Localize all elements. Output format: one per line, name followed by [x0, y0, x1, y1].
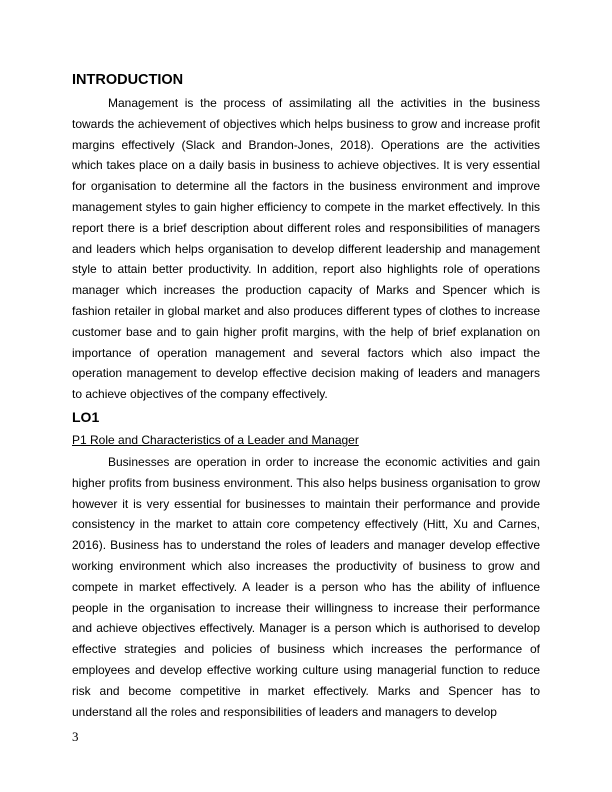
page-number: 3 — [72, 729, 79, 744]
introduction-heading: INTRODUCTION — [72, 72, 184, 88]
p1-paragraph: Businesses are operation in order to increase the economic activities and gain higher profits from business environment. This also helps business organisation to grow however it is very essential for businesses to maintain their performance and provide consistency in the market to attain core competency effectively (Hitt, Xu and Carnes, 2016). Business has to understand the roles of leaders and manager develop effective working environment which also increases the productivity of business to grow and compete in market effectively. A leader is a person who has the ability of influence people in the organisation to increase their willingness to increase their performance and achieve objectives effectively. Manager is a person which is authorised to develop effective strategies and policies of business which increases the performance of employees and develop effective working culture using managerial function to reduce risk and become competitive in market effectively. Marks and Spencer has to understand all the roles and responsibilities of leaders and managers to develop — [72, 454, 540, 719]
lo1-heading: LO1 — [72, 408, 100, 425]
p1-subheading: P1 Role and Characteristics of a Leader and Manager — [72, 432, 359, 447]
introduction-paragraph: Management is the process of assimilating all the activities in the business towards the achievement of objectives which helps business to grow and increase profit margins effectively (Slack and Brandon-Jones, 2018). Operations are the activities which takes place on a daily basis in business to achieve objectives. It is very essential for organisation to determine all the factors in the business environment and improve management styles to gain higher efficiency to compete in the market effectively. In this report there is a brief description about different roles and responsibilities of managers and leaders which helps organisation to develop different leadership and management style to attain better productivity. In addition, report also highlights role of operations manager which increases the production capacity of Marks and Spencer which is fashion retailer in global market and also produces different types of clothes to increase customer base and to gain higher profit margins, with the help of brief explanation on importance of operation management and several factors which also impact the operation management to develop effective decision making of leaders and managers to achieve objectives of the company effectively. — [72, 96, 540, 402]
document-page — [72, 72, 540, 722]
